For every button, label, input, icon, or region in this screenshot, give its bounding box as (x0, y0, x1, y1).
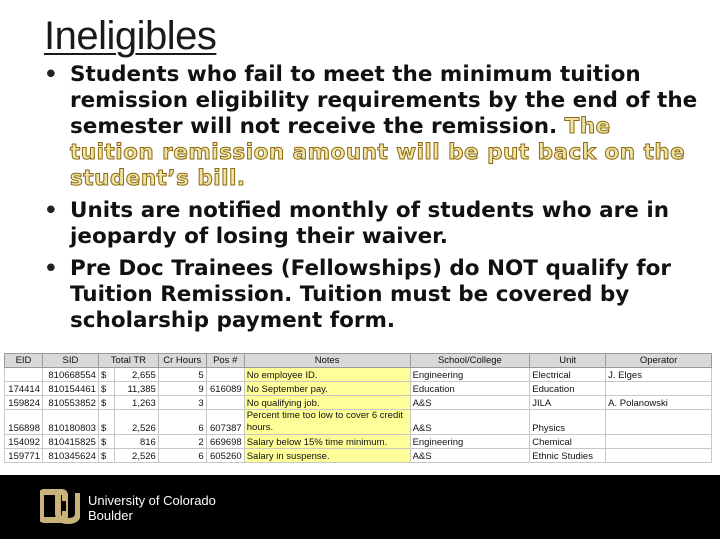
cell-pos (206, 396, 244, 410)
cell-sid: 810180803 (42, 410, 98, 435)
bullet-icon: • (44, 62, 58, 87)
cell-cr-hours: 5 (158, 368, 206, 382)
cell-operator (606, 410, 712, 435)
cell-notes: Salary below 15% time minimum. (244, 435, 410, 449)
cell-currency: $ (98, 382, 114, 396)
bullet-list (38, 62, 698, 340)
cell-eid: 174414 (5, 382, 43, 396)
table-row (5, 368, 712, 382)
bullet-item (38, 256, 698, 334)
university-name (88, 493, 216, 523)
bullet-text: Students who fail to meet the minimum tuition remission eligibility requirements by the end of the semester will not receive the remission. (70, 62, 698, 139)
cell-currency: $ (98, 396, 114, 410)
bullet-item (38, 62, 698, 192)
cell-pos: 605260 (206, 449, 244, 463)
cell-pos: 669698 (206, 435, 244, 449)
bullet-icon: • (44, 256, 58, 281)
cell-total-tr: 2,655 (114, 368, 158, 382)
column-header-notes: Notes (244, 354, 410, 368)
table-row (5, 435, 712, 449)
column-header-operator: Operator (606, 354, 712, 368)
footer-bar (0, 475, 720, 539)
cell-total-tr: 11,385 (114, 382, 158, 396)
column-header-total-tr: Total TR (98, 354, 158, 368)
cell-total-tr: 816 (114, 435, 158, 449)
table-row (5, 396, 712, 410)
cell-school: A&S (410, 449, 530, 463)
cell-operator: A. Polanowski (606, 396, 712, 410)
slide-title: Ineligibles (44, 14, 217, 58)
cell-operator (606, 449, 712, 463)
column-header-pos: Pos # (206, 354, 244, 368)
cell-school: Engineering (410, 368, 530, 382)
cell-operator (606, 435, 712, 449)
column-header-unit: Unit (530, 354, 606, 368)
ineligibles-table (4, 353, 712, 463)
bullet-text: Pre Doc Trainees (Fellowships) do NOT qualify for Tuition Remission. Tuition must be covered by scholarship payment form. (70, 256, 671, 333)
cell-unit: JILA (530, 396, 606, 410)
cu-logo-icon (40, 487, 80, 527)
table-row (5, 410, 712, 435)
cell-notes: No September pay. (244, 382, 410, 396)
cell-school: A&S (410, 410, 530, 435)
cell-cr-hours: 3 (158, 396, 206, 410)
ineligibles-table-wrapper (4, 353, 712, 463)
column-header-sid: SID (42, 354, 98, 368)
cell-unit: Ethnic Studies (530, 449, 606, 463)
cell-currency: $ (98, 449, 114, 463)
cell-operator (606, 382, 712, 396)
university-name-line2: Boulder (88, 508, 133, 523)
cell-currency: $ (98, 435, 114, 449)
cell-sid: 810154461 (42, 382, 98, 396)
cell-unit: Physics (530, 410, 606, 435)
cell-currency: $ (98, 368, 114, 382)
column-header-eid: EID (5, 354, 43, 368)
cell-cr-hours: 9 (158, 382, 206, 396)
cell-notes: No employee ID. (244, 368, 410, 382)
cell-school: A&S (410, 396, 530, 410)
cell-sid: 810415825 (42, 435, 98, 449)
cell-unit: Electrical (530, 368, 606, 382)
cell-eid: 159771 (5, 449, 43, 463)
cell-operator: J. Elges (606, 368, 712, 382)
cell-eid: 154092 (5, 435, 43, 449)
cell-pos (206, 368, 244, 382)
cell-currency: $ (98, 410, 114, 435)
table-row (5, 449, 712, 463)
cell-eid: 156898 (5, 410, 43, 435)
cell-total-tr: 1,263 (114, 396, 158, 410)
university-name-line1: University of Colorado (88, 493, 216, 508)
cell-eid (5, 368, 43, 382)
cell-cr-hours: 6 (158, 410, 206, 435)
cell-sid: 810553852 (42, 396, 98, 410)
table-row (5, 382, 712, 396)
bullet-item (38, 198, 698, 250)
column-header-school-college: School/College (410, 354, 530, 368)
cell-cr-hours: 6 (158, 449, 206, 463)
cell-notes: No qualifying job. (244, 396, 410, 410)
cell-school: Engineering (410, 435, 530, 449)
bullet-text: Units are notified monthly of students who are in jeopardy of losing their waiver. (70, 198, 670, 249)
cell-sid: 810345624 (42, 449, 98, 463)
cell-eid: 159824 (5, 396, 43, 410)
cell-notes: Percent time too low to cover 6 credit hours. (244, 410, 410, 435)
cell-unit: Chemical (530, 435, 606, 449)
bullet-icon: • (44, 198, 58, 223)
table-header-row (5, 354, 712, 368)
cell-sid: 810668554 (42, 368, 98, 382)
cell-cr-hours: 2 (158, 435, 206, 449)
cell-total-tr: 2,526 (114, 410, 158, 435)
bullet-highlight: The tuition remission amount will be put back on the student’s bill. (70, 114, 686, 191)
cell-school: Education (410, 382, 530, 396)
cell-unit: Education (530, 382, 606, 396)
cell-total-tr: 2,526 (114, 449, 158, 463)
cell-pos: 607387 (206, 410, 244, 435)
column-header-cr-hours: Cr Hours (158, 354, 206, 368)
cell-pos: 616089 (206, 382, 244, 396)
cell-notes: Salary in suspense. (244, 449, 410, 463)
